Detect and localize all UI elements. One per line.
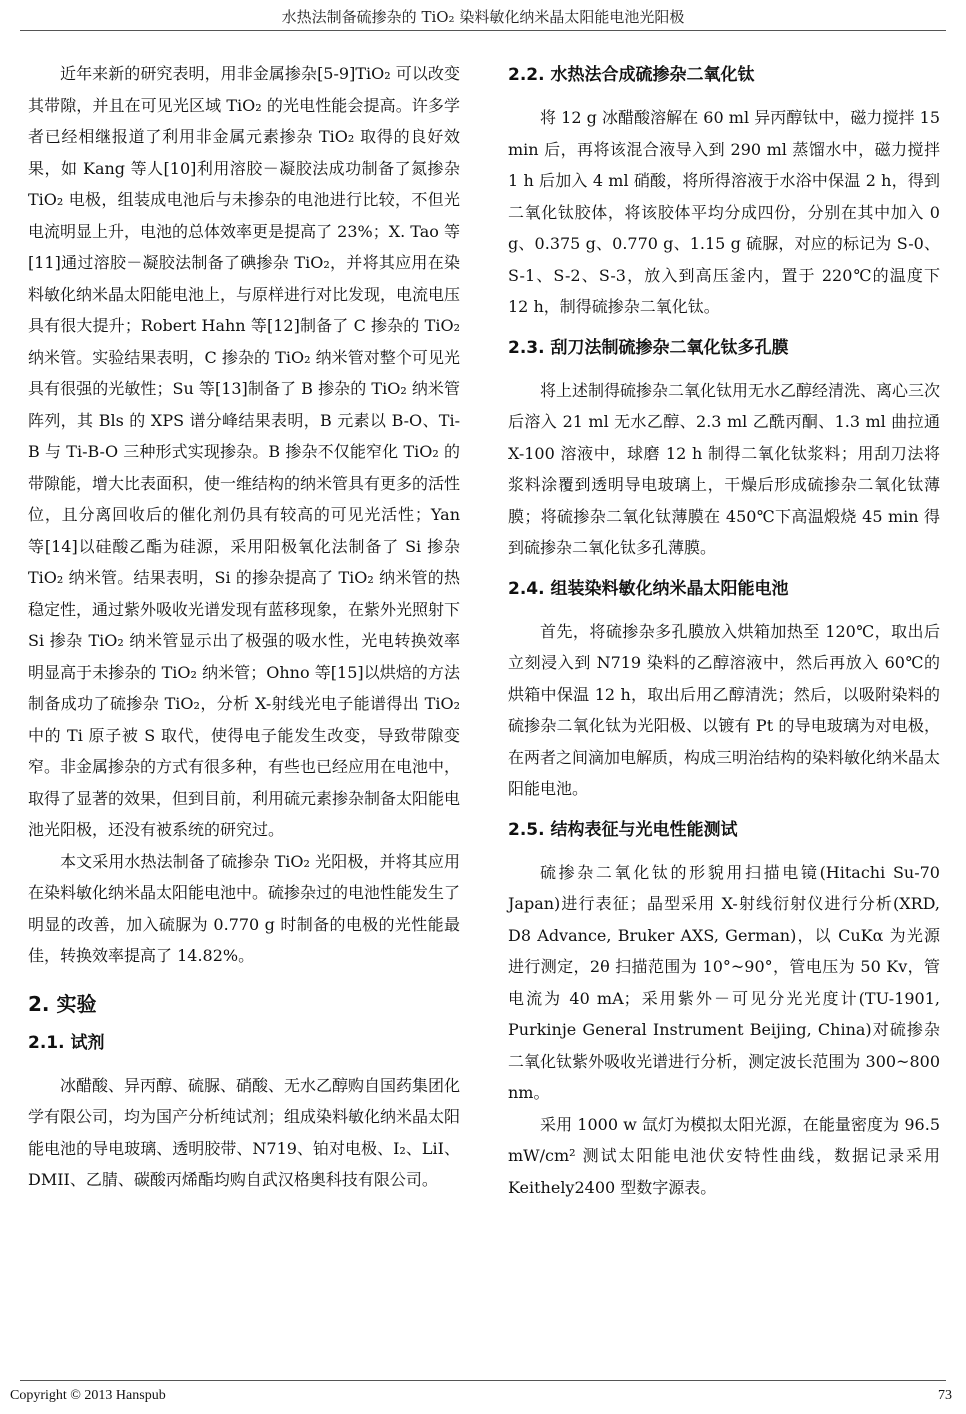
copyright-notice: Copyright © 2013 Hanspub [10, 1388, 166, 1403]
section-2-1-text: 冰醋酸、异丙醇、硫脲、硝酸、无水乙醇购自国药集团化学有限公司，均为国产分析纯试剂；组成染料敏化纳米晶太阳能电池的导电玻璃、透明胶带、N719、铂对电极、I₂、LiI、DMII、乙腈、碳酸丙烯酯均购自武汉格奥科技有限公司。 [28, 1075, 461, 1189]
intro-paragraph-2: 本文采用水热法制备了硫掺杂 TiO₂ 光阳极，并将其应用在染料敏化纳米晶太阳能电池中。硫掺杂过的电池性能发生了明显的改善，加入硫脲为 0.770 g 时制备的电极的光性能最佳，转换效率提高了 14.82%。 [28, 851, 461, 965]
section-2-4-text: 首先，将硫掺杂多孔膜放入烘箱加热至 120℃，取出后立刻浸入到 N719 染料的乙醇溶液中，然后再放入 60℃的烘箱中保温 12 h，取出后用乙醇清洗；然后，以吸附染料的硫掺杂二氧化钛为光阳极、以镀有 Pt 的导电玻璃为对电极，在两者之间滴加电解质，构成三明治结构的染料敏化纳米晶太阳能电池。 [508, 621, 941, 798]
header-divider [20, 30, 946, 31]
section-2-5-paragraph-1: 硫掺杂二氧化钛的形貌用扫描电镜(Hitachi Su-70 Japan)进行表征；晶型采用 X-射线衍射仪进行分析(XRD, D8 Advance, Bruker AXS, German)，以 CuKα 为光源进行测定，2θ 扫描范围为 10°~90°，管电压为 50 Kv，管电流为 40 mA；采用紫外－可见分光光度计(TU-1901, Purkinje General Instrument Beijing, China)对硫掺杂二氧化钛紫外吸收光谱进行分析，测定波长范围为 300~800 nm。 [508, 862, 940, 1102]
page-number: 73 [938, 1388, 952, 1403]
right-column [508, 58, 940, 1203]
section-2-3-text: 将上述制得硫掺杂二氧化钛用无水乙醇经清洗、离心三次后溶入 21 ml 无水乙醇、2.3 ml 乙酰丙酮、1.3 ml 曲拉通 X-100 溶液中，球磨 12 h 制得二氧化钛浆料；用刮刀法将浆料涂覆到透明导电玻璃上，干燥后形成硫掺杂二氧化钛薄膜；将硫掺杂二氧化钛薄膜在 450℃下高温煅烧 45 min 得到硫掺杂二氧化钛多孔薄膜。 [508, 380, 941, 557]
left-column [28, 58, 460, 1196]
footer-divider [20, 1380, 946, 1381]
section-2-2-text: 将 12 g 冰醋酸溶解在 60 ml 异丙醇钛中，磁力搅拌 15 min 后，再将该混合液导入到 290 ml 蒸馏水中，磁力搅拌 1 h 后加入 4 ml 硝酸，将所得溶液于水浴中保温 2 h，得到二氧化钛胶体，将该胶体平均分成四份，分别在其中加入 0 g、0.375 g、0.770 g、1.15 g 硫脲，对应的标记为 S-0、S-1、S-2、S-3，放入到高压釜内，置于 220℃的温度下 12 h，制得硫掺杂二氧化钛。 [508, 108, 940, 316]
section-2-4-heading: 2.4. 组装染料敏化纳米晶太阳能电池 [508, 578, 789, 599]
section-2-1-heading: 2.1. 试剂 [28, 1032, 105, 1053]
section-2-2-heading: 2.2. 水热法合成硫掺杂二氧化钛 [508, 65, 755, 85]
intro-paragraph-1: 近年来新的研究表明，用非金属掺杂[5-9]TiO₂ 可以改变其带隙，并且在可见光区域 TiO₂ 的光电性能会提高。许多学者已经相继报道了利用非金属元素掺杂 TiO₂ 取得的良好效果，如 Kang 等人[10]利用溶胶－凝胶法成功制备了氮掺杂 TiO₂ 电极，组装成电池后与未掺杂的电池进行比较，不但光电流明显上升，电池的总体效率更是提高了 23%；X. Tao 等[11]通过溶胶－凝胶法制备了碘掺杂 TiO₂，并将其应用在染料敏化纳米晶太阳能电池上，与原样进行对比发现，电流电压具有很大提升；Robert Hahn 等[12]制备了 C 掺杂的 TiO₂ 纳米管。实验结果表明，C 掺杂的 TiO₂ 纳米管对整个可见光具有很强的光敏性；Su 等[13]制备了 B 掺杂的 TiO₂ 纳米管阵列，其 Bls 的 XPS 谱分峰结果表明，B 元素以 B-O、Ti-B 与 Ti-B-O 三种形式实现掺杂。B 掺杂不仅能窄化 TiO₂ 的带隙能，增大比表面积，使一维结构的纳米管具有更多的活性位，且分离回收后的催化剂仍具有较高的可见光活性；Yan 等[14]以硅酸乙酯为硅源，采用阳极氧化法制备了 Si 掺杂 TiO₂ 纳米管。结果表明，Si 的掺杂提高了 TiO₂ 纳米管的热稳定性，通过紫外吸收光谱发现有蓝移现象，在紫外光照射下 Si 掺杂 TiO₂ 纳米管显示出了极强的吸水性，光电转换效率明显高于未掺杂的 TiO₂ 纳米管；Ohno 等[15]以烘焙的方法制备成功了硫掺杂 TiO₂，分析 X-射线光电子能谱得出 TiO₂ 中的 Ti 原子被 S 取代，使得电子能发生改变，导致带隙变窄。非金属掺杂的方式有很多种，有些也已经应用在电池中，取得了显著的效果，但到目前，利用硫元素掺杂制备太阳能电池光阳极，还没有被系统的研究过。 [28, 64, 461, 839]
section-2-5-heading: 2.5. 结构表征与光电性能测试 [508, 819, 738, 840]
running-header: 水热法制备硫掺杂的 TiO₂ 染料敏化纳米晶太阳能电池光阳极 [281, 8, 685, 26]
section-2-heading: 2. 实验 [28, 991, 97, 1016]
section-2-5-paragraph-2: 采用 1000 w 氙灯为模拟太阳光源，在能量密度为 96.5 mW/cm² 测试太阳能电池伏安特性曲线，数据记录采用 Keithely2400 型数字源表。 [508, 1114, 940, 1197]
section-2-3-heading: 2.3. 刮刀法制硫掺杂二氧化钛多孔膜 [508, 337, 789, 358]
